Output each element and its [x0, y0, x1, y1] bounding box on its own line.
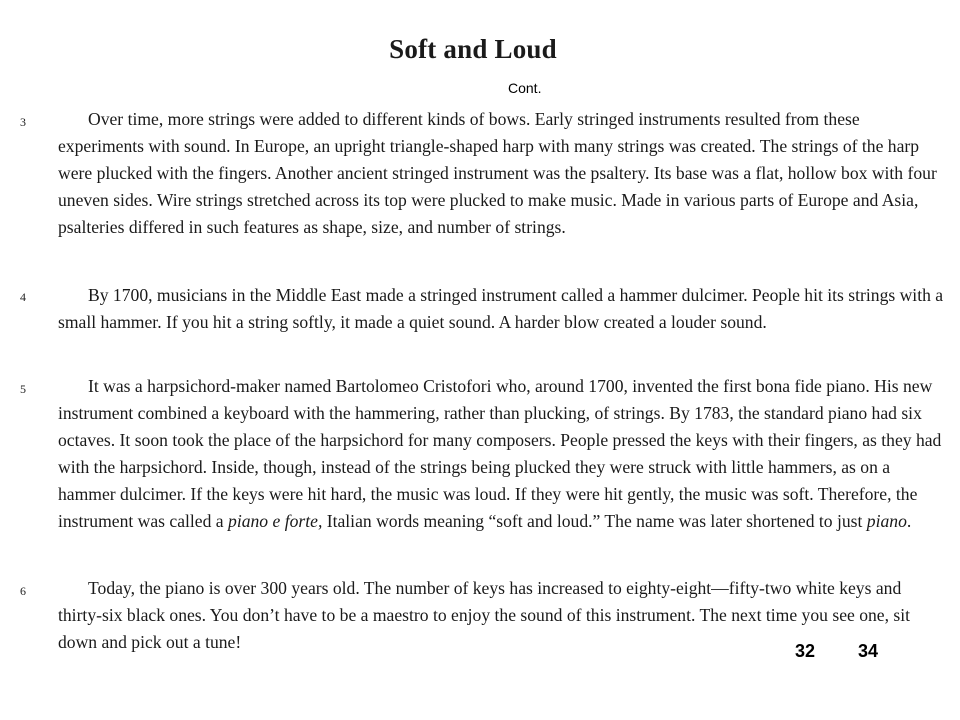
paragraph-5-italic-b: piano — [866, 511, 907, 532]
paragraph-5-italic-a: piano e forte, — [228, 511, 323, 532]
page-number-link-34[interactable]: 34 — [858, 641, 879, 661]
paragraph-3: Over time, more strings were added to different kinds of bows. Early stringed instruments resulted from these experiments with sound. In Europe, an upright triangle-shaped harp with many strings was created. The strings of the harp were plucked with the fingers. Another ancient stringed instrument was the psaltery. Its base was a flat, hollow box with four uneven sides. Wire strings stretched across its top were plucked to make music. Made in various parts of Europe and Asia, psalteries differed in such features as shape, size, and number of strings. — [58, 109, 937, 238]
paragraph-5-text-a: It was a harpsichord-maker named Bartolomeo Cristofori who, around 1700, invented the first bona fide piano. His new instrument combined a keyboard with the hammering, rather than plucking, of strings. By 1783, the standard piano had six octaves. It soon took the place of the harpsichord for many composers. People pressed the keys with their fingers, as they had with the harpsichord. Inside, though, instead of the strings being plucked they were struck with little hammers, as on a hammer dulcimer. If the keys were hit hard, the music was loud. If they were hit gently, the music was soft. Therefore, the instrument was called a — [58, 376, 942, 532]
paragraph-number-6: 6 — [20, 584, 26, 598]
paragraph-number-3: 3 — [20, 115, 26, 129]
page-title: Soft and Loud — [389, 34, 557, 64]
paragraph-number-5: 5 — [20, 382, 26, 396]
paragraph-6: Today, the piano is over 300 years old. The number of keys has increased to eighty-eight—fifty-two white keys and thirty-six black ones. You don’t have to be a maestro to enjoy the sound of this instrument. The next time you see one, sit down and pick out a tune! — [58, 578, 911, 653]
paragraph-number-4: 4 — [20, 290, 26, 304]
page-number-link-32[interactable]: 32 — [795, 641, 816, 661]
paragraph-4: By 1700, musicians in the Middle East made a stringed instrument called a hammer dulcimer. People hit its strings with a small hammer. If you hit a string softly, it made a quiet sound. A harder blow created a louder sound. — [58, 285, 944, 333]
paragraph-5 — [58, 373, 946, 536]
continued-label: Cont. — [508, 80, 542, 96]
paragraph-5-text-b: Italian words meaning “soft and loud.” The name was later shortened to just — [322, 511, 867, 532]
paragraph-5-text-c: . — [906, 511, 912, 532]
